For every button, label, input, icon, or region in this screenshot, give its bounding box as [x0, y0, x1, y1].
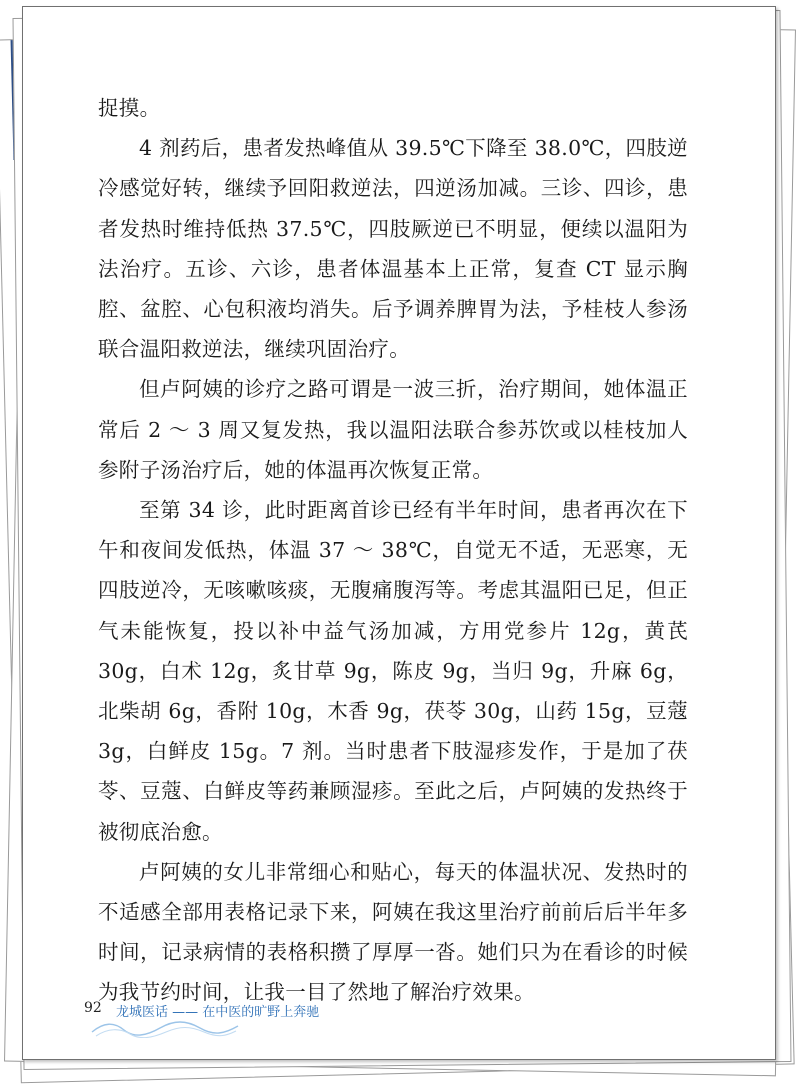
- body-text: [98, 88, 688, 1013]
- page-footer: [84, 1000, 404, 1040]
- wave-decoration-icon: [90, 1014, 240, 1038]
- page-number: 92: [84, 1000, 102, 1016]
- paragraph: 捉摸。: [98, 96, 161, 120]
- running-title: 龙城医话 —— 在中医的旷野上奔驰: [116, 1005, 320, 1020]
- paragraph: 4 剂药后，患者发热峰值从 39.5℃下降至 38.0℃，四肢逆冷感觉好转，继续予回阳救逆法，四逆汤加减。三诊、四诊，患者发热时维持低热 37.5℃，四肢厥逆已不明显，便续以温阳为法治疗。五诊、六诊，患者体温基本上正常，复查 CT 显示胸腔、盆腔、心包积液均消失。后予调养脾胃为法，予桂枝人参汤联合温阳救逆法，继续巩固治疗。: [98, 136, 688, 362]
- paragraph: 卢阿姨的女儿非常细心和贴心，每天的体温状况、发热时的不适感全部用表格记录下来，阿姨在我这里治疗前前后后半年多时间，记录病情的表格积攒了厚厚一沓。她们只为在看诊的时候为我节约时间，让我一目了然地了解治疗效果。: [98, 859, 688, 1005]
- paragraph: 但卢阿姨的诊疗之路可谓是一波三折，治疗期间，她体温正常后 2 ～ 3 周又复发热，我以温阳法联合参苏饮或以桂枝加人参附子汤治疗后，她的体温再次恢复正常。: [98, 377, 688, 482]
- paragraph: 至第 34 诊，此时距离首诊已经有半年时间，患者再次在下午和夜间发低热，体温 37 ～ 38℃，自觉无不适，无恶寒，无四肢逆冷，无咳嗽咳痰，无腹痛腹泻等。考虑其温阳已足，但正气未能恢复，投以补中益气汤加减，方用党参片 12g，黄芪 30g，白术 12g，炙甘草 9g，陈皮 9g，当归 9g，升麻 6g，北柴胡 6g，香附 10g，木香 9g，茯苓 30g，山药 15g，豆蔻 3g，白鲜皮 15g。7 剂。当时患者下肢湿疹发作，于是加了茯苓、豆蔻、白鲜皮等药兼顾湿疹。至此之后，卢阿姨的发热终于被彻底治愈。: [98, 498, 688, 844]
